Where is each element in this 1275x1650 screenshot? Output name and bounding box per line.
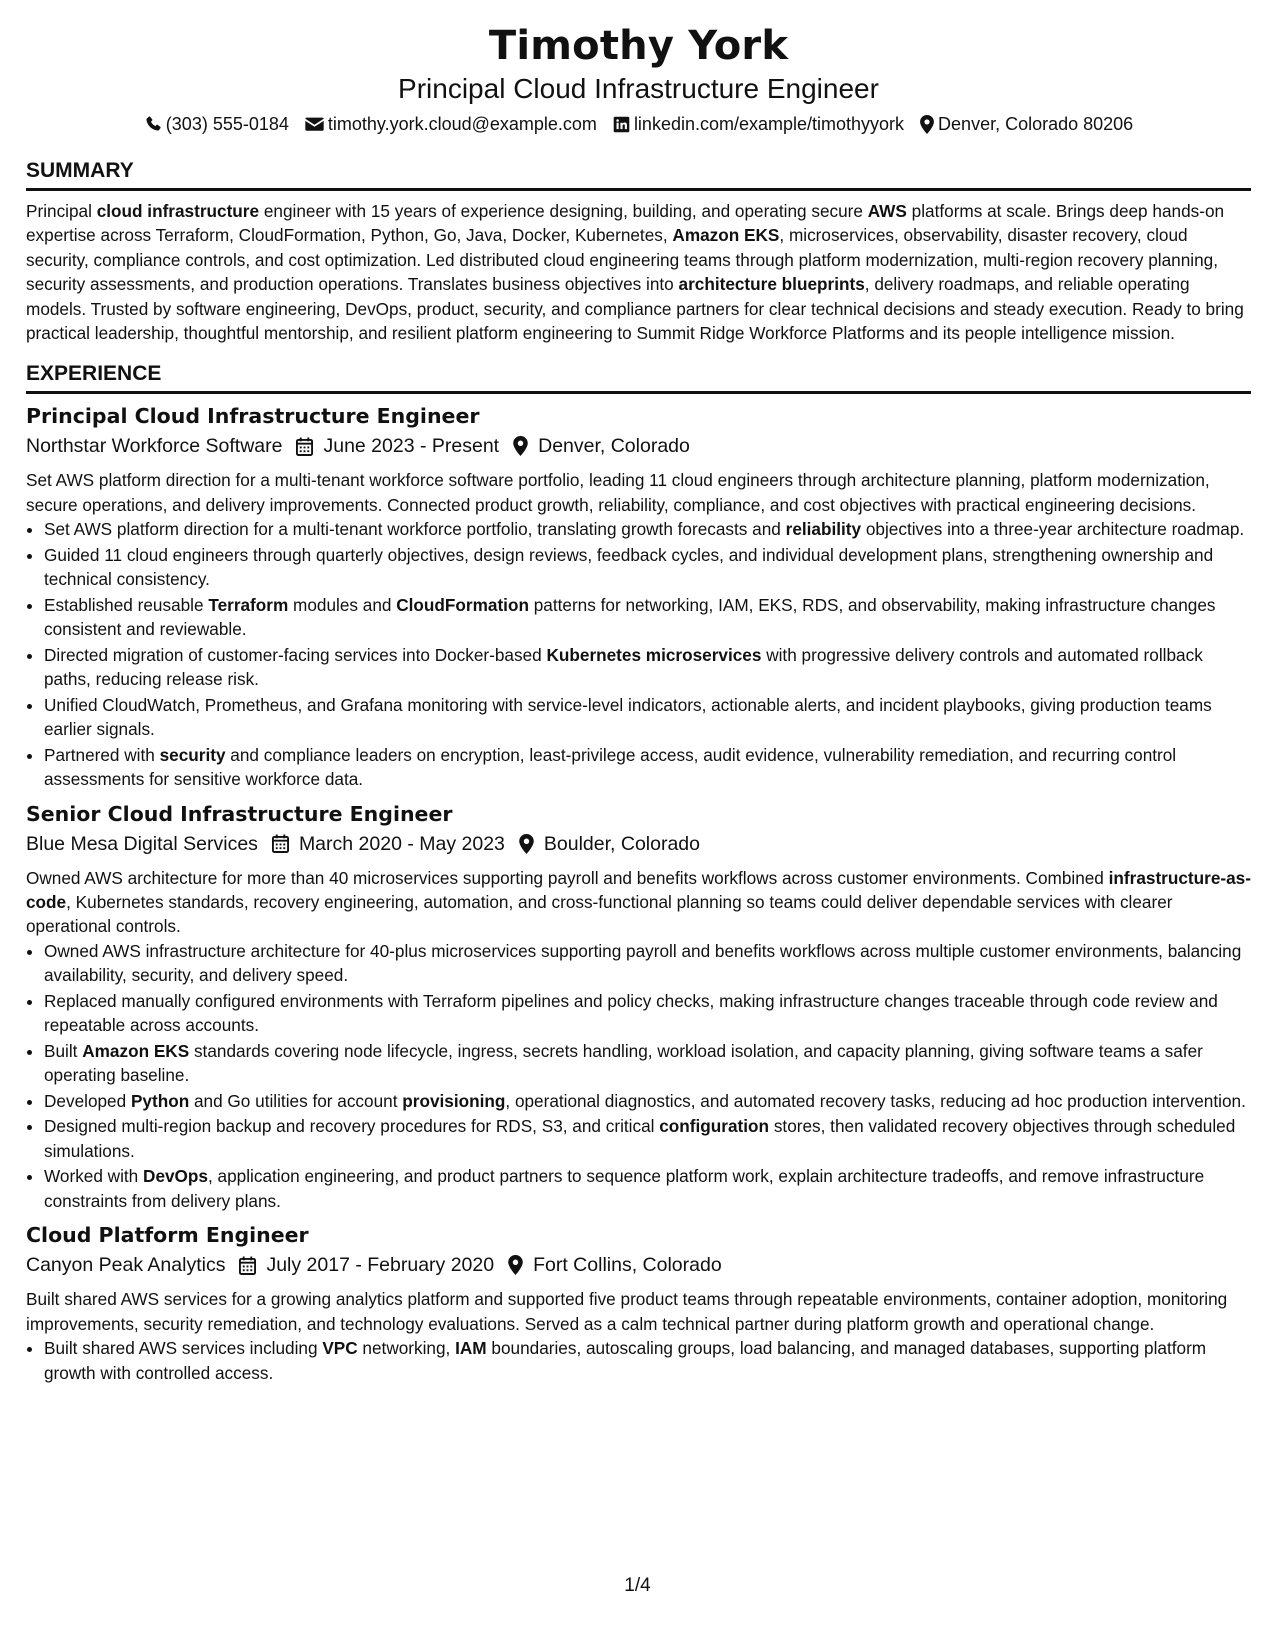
job-title: Cloud Platform Engineer bbox=[26, 1223, 309, 1248]
contact-location bbox=[920, 112, 1133, 136]
location-text: Denver, Colorado 80206 bbox=[938, 114, 1134, 134]
bold-keyword: security bbox=[159, 744, 226, 765]
bold-keyword: infrastructure-as-code bbox=[26, 867, 1251, 913]
text-run: Replaced manually configured environments with Terraform pipelines and policy checks, making infrastructure changes traceable through code review and repeatable across accounts. bbox=[44, 990, 1218, 1036]
email-link[interactable]: timothy.york.cloud@example.com bbox=[327, 114, 597, 134]
bold-keyword: Amazon EKS bbox=[672, 225, 780, 246]
experience-entry bbox=[26, 800, 1251, 1214]
job-description bbox=[26, 468, 1251, 517]
contact-linkedin[interactable] bbox=[613, 112, 904, 136]
job-bullet bbox=[44, 743, 1251, 792]
job-description bbox=[26, 1287, 1251, 1336]
text-run: platforms at scale. Brings deep hands-on expertise across Terraform, CloudFormation, Python, Go, Java, Docker, Kubernetes, bbox=[26, 201, 1225, 246]
bold-keyword: Kubernetes microservices bbox=[546, 644, 762, 665]
job-bullet bbox=[44, 939, 1251, 988]
text-run: Built shared AWS services including bbox=[44, 1338, 323, 1359]
job-bullet bbox=[44, 693, 1251, 742]
candidate-name: Timothy York bbox=[488, 23, 789, 69]
contact-email[interactable] bbox=[305, 112, 597, 136]
text-run: standards covering node lifecycle, ingress, secrets handling, workload isolation, and capacity planning, giving software teams a safer operating baseline. bbox=[44, 1040, 1203, 1086]
bold-keyword: Amazon EKS bbox=[82, 1040, 190, 1061]
text-run: modules and bbox=[288, 594, 397, 615]
phone-icon bbox=[144, 115, 162, 133]
job-title: Senior Cloud Infrastructure Engineer bbox=[26, 801, 453, 826]
text-run: networking, bbox=[357, 1338, 456, 1359]
company-name: Blue Mesa Digital Services bbox=[26, 832, 258, 855]
company-name: Northstar Workforce Software bbox=[26, 435, 283, 458]
text-run: Set AWS platform direction for a multi-tenant workforce portfolio, translating growth forecasts and bbox=[44, 519, 786, 540]
job-bullet bbox=[44, 543, 1251, 592]
experience-heading: EXPERIENCE bbox=[26, 361, 1251, 394]
text-run: , delivery roadmaps, and reliable operating models. Trusted by software engineering, DevOps, product, security, and compliance partners for clear technical decisions and steady execution. Ready to bring practical leadership, thoughtful mentorship, and resilient platform engineering to Summit Ridge Workforce Platforms and its people intelligence mission. bbox=[26, 274, 1244, 344]
envelope-icon bbox=[305, 116, 324, 132]
text-run: Guided 11 cloud engineers through quarterly objectives, design reviews, feedback cycles, and individual development plans, strengthening ownership and technical consistency. bbox=[44, 544, 1214, 590]
job-meta bbox=[26, 1251, 1251, 1279]
job-bullet bbox=[44, 989, 1251, 1038]
bold-keyword: architecture blueprints bbox=[678, 274, 865, 295]
job-bullet bbox=[44, 517, 1251, 541]
text-run: Established reusable bbox=[44, 594, 209, 615]
experience-entry bbox=[26, 1221, 1251, 1385]
linkedin-icon bbox=[613, 116, 630, 133]
calendar-icon bbox=[272, 834, 289, 853]
experience-entry bbox=[26, 402, 1251, 791]
text-run: Designed multi-region backup and recovery procedures for RDS, S3, and critical bbox=[44, 1116, 660, 1137]
map-pin-icon bbox=[513, 436, 528, 456]
text-run: Set AWS platform direction for a multi-tenant workforce software portfolio, leading 11 cloud engineers through architecture planning, platform modernization, secure operations, and delivery improvements. Connected product growth, reliability, compliance, and cost objectives with practical engineering decisions. bbox=[26, 470, 1210, 515]
candidate-title: Principal Cloud Infrastructure Engineer bbox=[398, 73, 879, 104]
linkedin-link[interactable]: linkedin.com/example/timothyyork bbox=[633, 114, 905, 134]
text-run: objectives into a three-year architecture roadmap. bbox=[861, 519, 1245, 540]
text-run: Directed migration of customer-facing services into Docker-based bbox=[44, 644, 547, 665]
job-location: Denver, Colorado bbox=[538, 435, 690, 458]
job-bullet bbox=[44, 1089, 1251, 1113]
text-run: , Kubernetes standards, recovery engineering, automation, and cross-functional planning so teams could deliver dependable services with clearer operational controls. bbox=[26, 892, 1173, 937]
job-meta bbox=[26, 830, 1251, 858]
map-pin-icon bbox=[920, 115, 934, 134]
contact-phone bbox=[144, 112, 289, 136]
resume-page bbox=[26, 20, 1251, 1386]
bold-keyword: AWS bbox=[867, 201, 907, 221]
job-location: Boulder, Colorado bbox=[543, 832, 700, 855]
job-bullet bbox=[44, 1164, 1251, 1213]
bold-keyword: DevOps bbox=[143, 1166, 208, 1187]
experience-section bbox=[26, 361, 1251, 1384]
text-run: engineer with 15 years of experience designing, building, and operating secure bbox=[259, 201, 868, 221]
job-title: Principal Cloud Infrastructure Engineer bbox=[26, 404, 480, 429]
map-pin-icon bbox=[508, 1255, 523, 1275]
page-number: 1/4 bbox=[624, 1575, 651, 1596]
job-bullets bbox=[26, 1336, 1251, 1385]
text-run: Developed bbox=[44, 1090, 131, 1111]
job-bullets bbox=[26, 939, 1251, 1213]
job-bullet bbox=[44, 1114, 1251, 1163]
job-location: Fort Collins, Colorado bbox=[533, 1254, 722, 1277]
bold-keyword: provisioning bbox=[402, 1090, 506, 1111]
experience-list bbox=[26, 402, 1251, 1384]
text-run: Worked with bbox=[44, 1166, 144, 1187]
bold-keyword: IAM bbox=[455, 1338, 487, 1359]
bold-keyword: CloudFormation bbox=[396, 594, 529, 615]
text-run: Unified CloudWatch, Prometheus, and Grafana monitoring with service-level indicators, actionable alerts, and incident playbooks, giving production teams earlier signals. bbox=[44, 694, 1212, 740]
bold-keyword: reliability bbox=[785, 519, 862, 540]
job-bullets bbox=[26, 517, 1251, 791]
text-run: stores, then validated recovery objectives through scheduled simulations. bbox=[44, 1116, 1236, 1161]
job-dates: July 2017 - February 2020 bbox=[266, 1254, 495, 1277]
job-bullet bbox=[44, 593, 1251, 642]
text-run: boundaries, autoscaling groups, load balancing, and managed databases, supporting platform growth with controlled access. bbox=[44, 1338, 1207, 1383]
bold-keyword: cloud infrastructure bbox=[96, 201, 260, 221]
job-bullet bbox=[44, 1336, 1251, 1385]
job-bullet bbox=[44, 643, 1251, 692]
text-run: , operational diagnostics, and automated recovery tasks, reducing ad hoc production intervention. bbox=[505, 1090, 1246, 1111]
summary-section bbox=[26, 158, 1251, 345]
text-run: , microservices, observability, disaster recovery, cloud security, compliance controls, and cost optimization. Led distributed cloud engineering teams through platform modernization, multi-region recovery planning, security assessments, and production operations. Translates business objectives into bbox=[26, 225, 1218, 295]
bold-keyword: Terraform bbox=[208, 594, 289, 615]
contact-line bbox=[26, 112, 1251, 136]
phone-text: (303) 555-0184 bbox=[165, 114, 289, 134]
job-dates: June 2023 - Present bbox=[323, 435, 500, 458]
job-meta bbox=[26, 432, 1251, 460]
job-bullet bbox=[44, 1039, 1251, 1088]
text-run: Partnered with bbox=[44, 744, 160, 765]
text-run: with progressive delivery controls and automated rollback paths, reducing release risk. bbox=[44, 644, 1203, 690]
text-run: patterns for networking, IAM, EKS, RDS, and observability, making infrastructure changes consistent and reviewable. bbox=[44, 594, 1216, 640]
job-dates: March 2020 - May 2023 bbox=[298, 832, 505, 855]
calendar-icon bbox=[239, 1256, 256, 1275]
text-run: Built shared AWS services for a growing analytics platform and supported five product teams through repeatable environments, container adoption, monitoring improvements, security remediation, and technology evaluations. Served as a calm technical partner during platform growth and operational change. bbox=[26, 1289, 1228, 1334]
summary-heading: SUMMARY bbox=[26, 158, 1251, 191]
text-run: and Go utilities for account bbox=[189, 1090, 403, 1111]
bold-keyword: configuration bbox=[659, 1116, 770, 1137]
text-run: Owned AWS architecture for more than 40 microservices supporting payroll and benefits workflows across customer environments. Combined bbox=[26, 867, 1109, 888]
text-run: , application engineering, and product partners to sequence platform work, explain architecture tradeoffs, and remove infrastructure constraints from delivery plans. bbox=[44, 1166, 1205, 1211]
text-run: Principal bbox=[26, 201, 97, 221]
calendar-icon bbox=[296, 437, 313, 456]
map-pin-icon bbox=[519, 834, 534, 854]
text-run: and compliance leaders on encryption, least-privilege access, audit evidence, vulnerability remediation, and recurring control assessments for sensitive workforce data. bbox=[44, 744, 1177, 790]
summary-text bbox=[26, 199, 1251, 345]
resume-header bbox=[26, 20, 1251, 136]
text-run: Owned AWS infrastructure architecture for 40-plus microservices supporting payroll and benefits workflows across multiple customer environments, balancing availability, security, and delivery speed. bbox=[44, 940, 1242, 986]
job-description bbox=[26, 866, 1251, 939]
company-name: Canyon Peak Analytics bbox=[26, 1254, 226, 1277]
text-run: Built bbox=[44, 1040, 83, 1061]
bold-keyword: Python bbox=[130, 1090, 190, 1111]
bold-keyword: VPC bbox=[322, 1338, 358, 1359]
